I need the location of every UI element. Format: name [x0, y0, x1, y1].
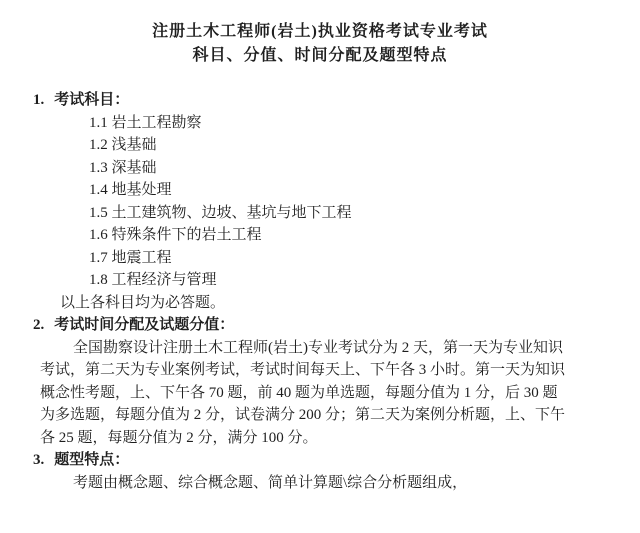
paragraph-line: 各 25 题，每题分值为 2 分，满分 100 分。: [40, 429, 318, 446]
section-1-number: 1.: [33, 92, 45, 108]
section-2-heading-text: 考试时间分配及试题分值：: [54, 317, 235, 333]
subject-list-item: 1.1 岩土工程勘察: [89, 114, 202, 131]
section-2-number: 2.: [33, 317, 45, 333]
document-title: [0, 20, 640, 68]
paragraph-line: 考试，第二天为专业案例考试，考试时间每天上、下午各 3 小时。第一天为知识: [40, 362, 566, 378]
section-2-heading: [0, 314, 640, 337]
section-3-heading: [0, 449, 640, 472]
section-question-types: [0, 449, 640, 494]
subject-list-item: 1.4 地基处理: [89, 182, 172, 198]
section-exam-subjects: [0, 89, 640, 314]
section-1-heading-text: 考试科目：: [54, 92, 130, 108]
subject-list-item: 1.6 特殊条件下的岩土工程: [89, 227, 262, 243]
title-line-1: 注册土木工程师(岩土)执业资格考试专业考试: [152, 23, 488, 40]
section-3-heading-text: 题型特点：: [54, 452, 130, 468]
subject-list-item: 1.5 土工建筑物、边坡、基坑与地下工程: [89, 204, 352, 221]
section-3-number: 3.: [33, 452, 45, 468]
subject-list-item: 1.7 地震工程: [89, 249, 172, 266]
subject-list-item: 1.8 工程经济与管理: [89, 272, 217, 288]
paragraph-line: 概念性考题，上、下午各 70 题，前 40 题为单选题，每题分值为 1 分，后 30 题: [40, 384, 558, 401]
paragraph-line: 为多选题，每题分值为 2 分，试卷满分 200 分；第二天为案例分析题，上、下午: [40, 407, 566, 423]
title-line-2: 科目、分值、时间分配及题型特点: [192, 47, 448, 64]
section-1-note: 以上各科目均为必答题。: [60, 294, 226, 311]
section-1-heading: [0, 89, 640, 112]
paragraph-line: 全国勘察设计注册土木工程师(岩土)专业考试分为 2 天，第一天为专业知识: [73, 339, 563, 356]
section-time-and-scores: [0, 314, 640, 449]
subject-list-item: 1.3 深基础: [89, 159, 157, 176]
subject-list-item: 1.2 浅基础: [89, 137, 157, 153]
paragraph-line: 考题由概念题、综合概念题、简单计算题\综合分析题组成，: [73, 474, 468, 491]
